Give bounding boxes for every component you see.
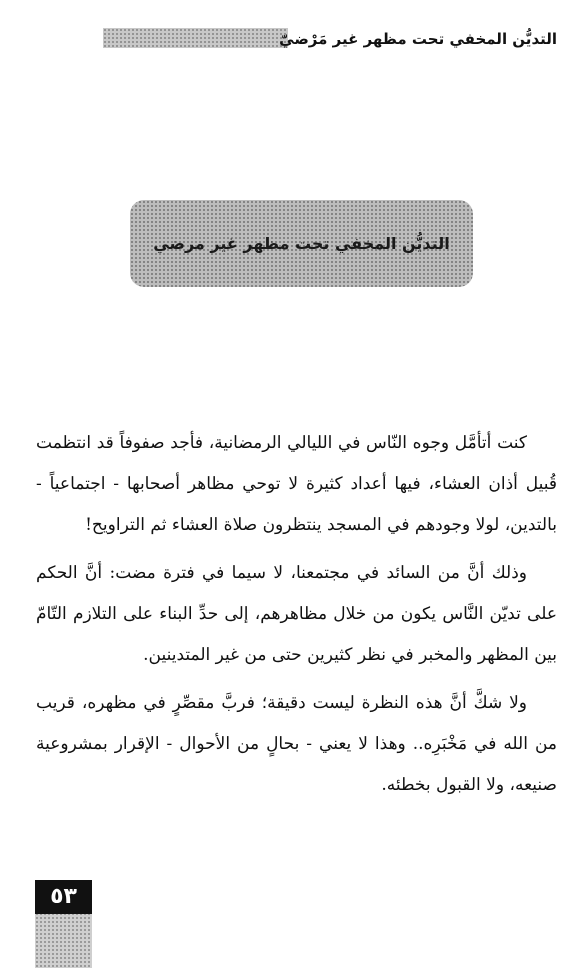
paragraph-3: ولا شكَّ أنَّ هذه النظرة ليست دقيقة؛ فربَّ مقصِّرٍ في مظهره، قريب من الله في مَخْبَرِه.. وهذا لا يعني - بحالٍ من الأحوال - الإقرار بمشروعية صنيعه، ولا القبول بخطئه. — [36, 693, 557, 795]
paragraph-1: كنت أتأمَّل وجوه النّاس في الليالي الرمضانية، فأجد صفوفاً قد انتظمت قُبيل أذان العشاء، فيها أعداد كثيرة لا توحي مظاهر أصحابها - اجتماعياً - بالتدين، لولا وجودهم في المسجد ينتظرون صلاة العشاء ثم التراويح! — [36, 433, 557, 535]
section-title-box — [130, 200, 473, 287]
running-head-title: التديُّن المخفي تحت مظهر غير مَرْضيّ — [279, 30, 557, 48]
page-number-box — [35, 880, 92, 968]
paragraph-2: وذلك أنَّ من السائد في مجتمعنا، لا سيما في فترة مضت: أنَّ الحكم على تديّن النَّاس يكون من خلال مظاهرهم، إلى حدِّ البناء على التلازم التّامّ بين المظهر والمخبر في نظر كثيرين حتى من غير المتدينين. — [36, 563, 557, 665]
section-title: التديُّن المخفي تحت مظهر غير مرضي — [153, 234, 450, 253]
header-pattern-bar — [103, 28, 288, 48]
body-text — [36, 423, 557, 806]
page-number: ٥٣ — [35, 880, 92, 914]
